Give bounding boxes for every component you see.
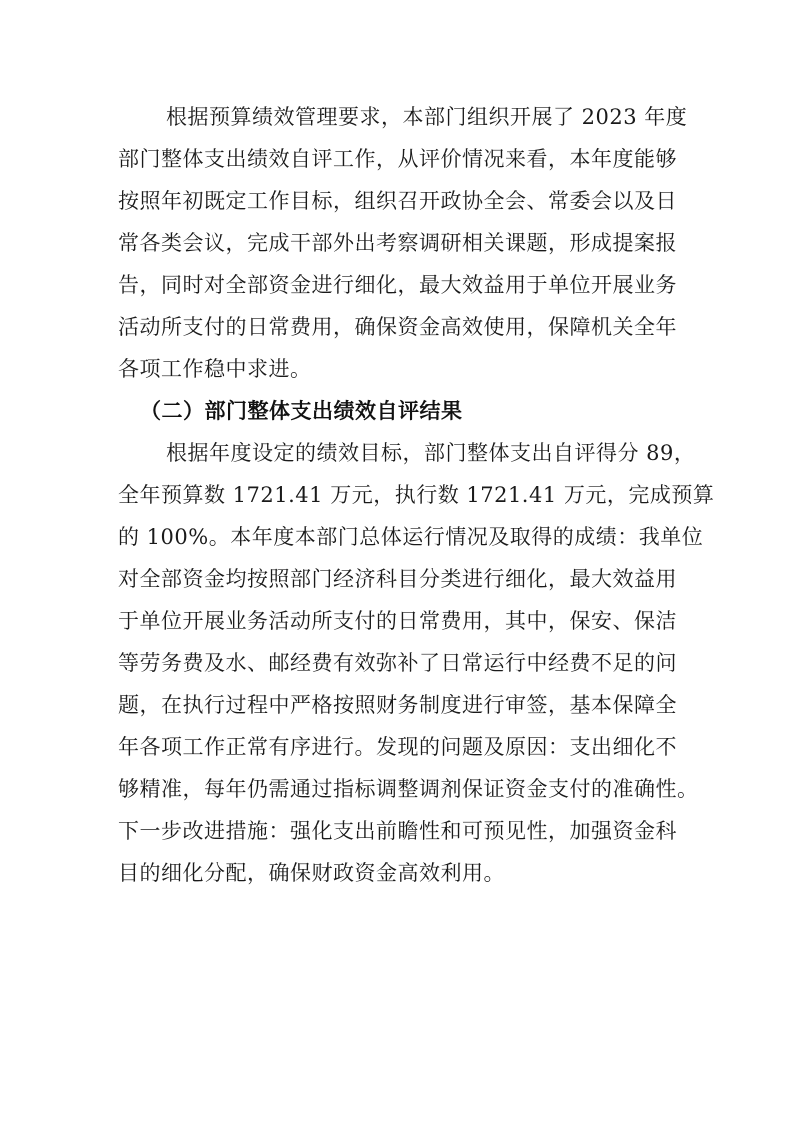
paragraph-2-line-1: 根据年度设定的绩效目标，部门整体支出自评得分 89， — [166, 441, 696, 465]
paragraph-2-line-10: 下一步改进措施：强化支出前瞻性和可预见性，加强资金科 — [118, 819, 677, 843]
section-heading: （二）部门整体支出绩效自评结果 — [140, 399, 463, 423]
paragraph-1-line-1: 根据预算绩效管理要求，本部门组织开展了 2023 年度 — [166, 105, 688, 129]
paragraph-2-line-3: 的 100%。本年度本部门总体运行情况及取得的成绩：我单位 — [118, 525, 704, 549]
paragraph-2-line-5: 于单位开展业务活动所支付的日常费用，其中，保安、保洁 — [118, 609, 677, 633]
paragraph-1-line-4: 常各类会议，完成干部外出考察调研相关课题，形成提案报 — [118, 231, 677, 255]
paragraph-2-line-11: 目的细化分配，确保财政资金高效利用。 — [118, 861, 505, 885]
paragraph-1-line-2: 部门整体支出绩效自评工作，从评价情况来看，本年度能够 — [118, 147, 677, 171]
paragraph-2-line-9: 够精准，每年仍需通过指标调整调剂保证资金支付的准确性。 — [118, 777, 699, 801]
paragraph-1-line-3: 按照年初既定工作目标，组织召开政协全会、常委会以及日 — [118, 189, 677, 213]
paragraph-1-line-5: 告，同时对全部资金进行细化，最大效益用于单位开展业务 — [118, 273, 677, 297]
paragraph-1-line-6: 活动所支付的日常费用，确保资金高效使用，保障机关全年 — [118, 315, 677, 339]
paragraph-2-line-7: 题，在执行过程中严格按照财务制度进行审签，基本保障全 — [118, 693, 677, 717]
paragraph-2-line-6: 等劳务费及水、邮经费有效弥补了日常运行中经费不足的问 — [118, 651, 677, 675]
paragraph-2-line-8: 年各项工作正常有序进行。发现的问题及原因：支出细化不 — [118, 735, 677, 759]
paragraph-2-line-2: 全年预算数 1721.41 万元，执行数 1721.41 万元，完成预算 — [118, 483, 715, 507]
paragraph-2-line-4: 对全部资金均按照部门经济科目分类进行细化，最大效益用 — [118, 567, 677, 591]
paragraph-1-line-7: 各项工作稳中求进。 — [118, 357, 312, 381]
